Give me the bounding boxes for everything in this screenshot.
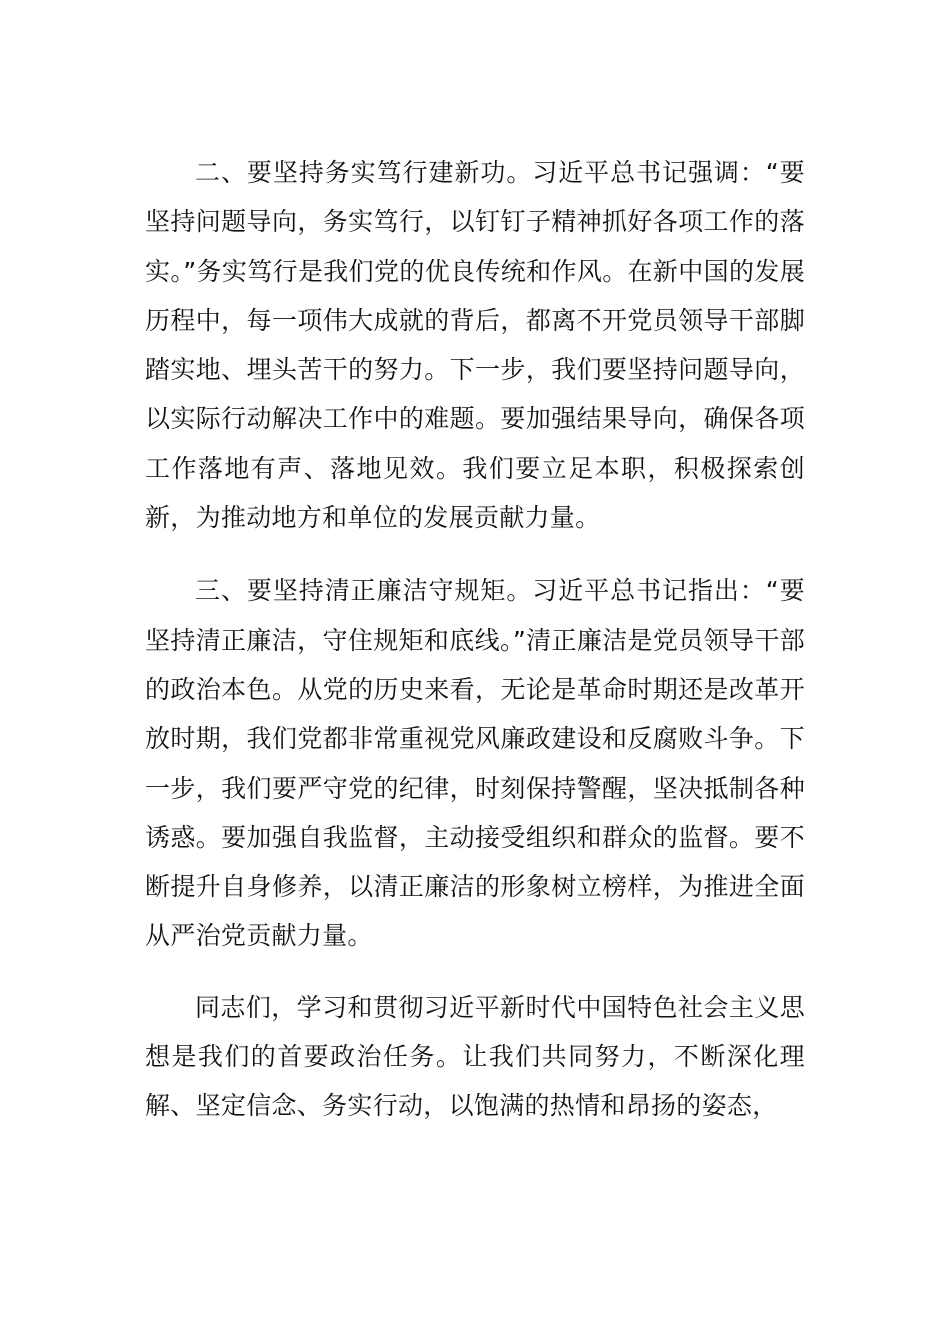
paragraph-conclusion: 同志们，学习和贯彻习近平新时代中国特色社会主义思想是我们的首要政治任务。让我们共同努力，不断深化理解、坚定信念、务实行动，以饱满的热情和昂扬的姿态， (145, 992, 805, 1121)
paragraph-practical-action: 二、要坚持务实笃行建新功。习近平总书记强调：“要坚持问题导向，务实笃行，以钉钉子精神抓好各项工作的落实。”务实笃行是我们党的优良传统和作风。在新中国的发展历程中，每一项伟大成就的背后，都离不开党员领导干部脚踏实地、埋头苦干的努力。下一步，我们要坚持问题导向，以实际行动解决工作中的难题。要加强结果导向，确保各项工作落地有声、落地见效。我们要立足本职，积极探索创新，为推动地方和单位的发展贡献力量。 (145, 158, 805, 533)
document-body (145, 148, 805, 1155)
paragraph-integrity: 三、要坚持清正廉洁守规矩。习近平总书记指出：“要坚持清正廉洁，守住规矩和底线。”清正廉洁是党员领导干部的政治本色。从党的历史来看，无论是革命时期还是改革开放时期，我们党都非常重视党风廉政建设和反腐败斗争。下一步，我们要严守党的纪律，时刻保持警醒，坚决抵制各种诱惑。要加强自我监督，主动接受组织和群众的监督。要不断提升自身修养，以清正廉洁的形象树立榜样，为推进全面从严治党贡献力量。 (145, 576, 805, 951)
